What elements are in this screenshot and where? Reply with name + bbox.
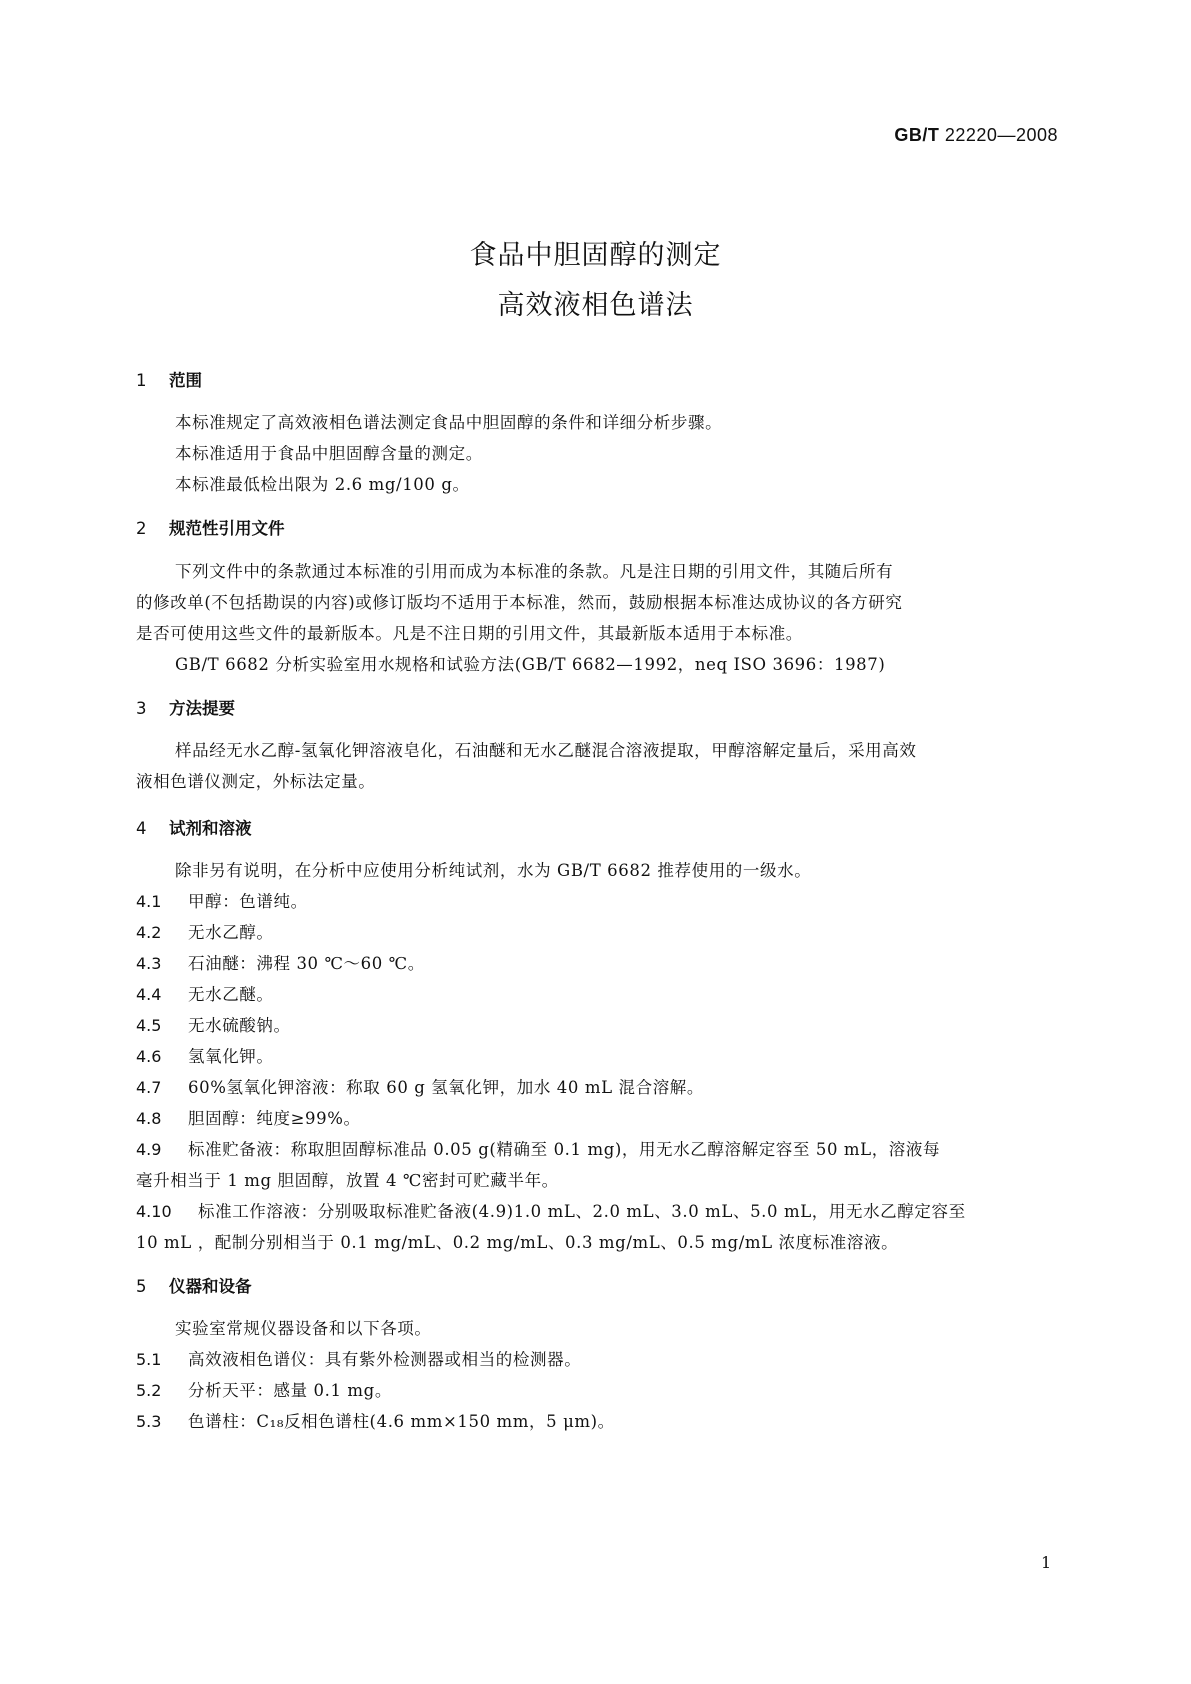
item-number: 4.2 <box>136 923 162 942</box>
section-heading-3 <box>136 695 235 719</box>
item-number: 4.3 <box>136 954 162 973</box>
list-item <box>136 950 425 974</box>
item-text: 分析天平：感量 0.1 mg。 <box>188 1381 392 1400</box>
item-text: 无水乙醚。 <box>188 985 274 1004</box>
standard-number <box>894 125 1058 146</box>
standard-code: 22220—2008 <box>944 125 1058 145</box>
item-text: 石油醚：沸程 30 ℃～60 ℃。 <box>188 954 425 973</box>
section-title: 规范性引用文件 <box>169 519 285 538</box>
item-text: 胆固醇：纯度≥99%。 <box>188 1109 361 1128</box>
section-number: 1 <box>136 371 147 390</box>
section-title: 方法提要 <box>169 699 235 718</box>
list-item <box>136 1346 581 1370</box>
paragraph-line: 下列文件中的条款通过本标准的引用而成为本标准的条款。凡是注日期的引用文件，其随后所有 <box>175 562 894 581</box>
paragraph-line: 液相色谱仪测定，外标法定量。 <box>136 772 376 791</box>
section-heading-4 <box>136 815 252 839</box>
item-text: 高效液相色谱仪：具有紫外检测器或相当的检测器。 <box>188 1350 582 1369</box>
list-item <box>136 1012 291 1036</box>
title-line-1: 食品中胆固醇的测定 <box>469 240 722 271</box>
list-item <box>136 1105 361 1129</box>
section-heading-1 <box>136 367 202 391</box>
paragraph: 本标准规定了高效液相色谱法测定食品中胆固醇的条件和详细分析步骤。 <box>175 413 723 432</box>
list-item <box>136 1198 966 1222</box>
title-line-2: 高效液相色谱法 <box>497 290 694 321</box>
item-number: 4.7 <box>136 1078 162 1097</box>
normative-reference: GB/T 6682 分析实验室用水规格和试验方法(GB/T 6682—1992，neq ISO 3696：1987) <box>175 655 886 674</box>
section-heading-5 <box>136 1273 252 1297</box>
list-item <box>136 1377 392 1401</box>
item-number: 4.1 <box>136 892 162 911</box>
list-item-continuation: 毫升相当于 1 mg 胆固醇，放置 4 ℃密封可贮藏半年。 <box>136 1171 559 1190</box>
list-item <box>136 1136 940 1160</box>
list-item <box>136 919 274 943</box>
list-item <box>136 1408 615 1432</box>
item-text: 60%氢氧化钾溶液：称取 60 g 氢氧化钾，加水 40 mL 混合溶解。 <box>188 1078 704 1097</box>
item-number: 4.9 <box>136 1140 162 1159</box>
list-item <box>136 981 274 1005</box>
section-title: 仪器和设备 <box>169 1277 252 1296</box>
paragraph: 本标准适用于食品中胆固醇含量的测定。 <box>175 444 483 463</box>
paragraph: 本标准最低检出限为 2.6 mg/100 g。 <box>175 475 470 494</box>
item-number: 4.4 <box>136 985 162 1004</box>
list-item <box>136 1074 704 1098</box>
section-number: 3 <box>136 699 147 718</box>
paragraph-line: 的修改单(不包括勘误的内容)或修订版均不适用于本标准，然而，鼓励根据本标准达成协议的各方研究 <box>136 593 903 612</box>
list-item <box>136 888 308 912</box>
item-text: 无水硫酸钠。 <box>188 1016 291 1035</box>
item-text: 无水乙醇。 <box>188 923 274 942</box>
list-item-continuation: 10 mL ，配制分别相当于 0.1 mg/mL、0.2 mg/mL、0.3 mg/mL、0.5 mg/mL 浓度标准溶液。 <box>136 1233 899 1252</box>
item-text: 标准贮备液：称取胆固醇标准品 0.05 g(精确至 0.1 mg)，用无水乙醇溶解定容至 50 mL，溶液每 <box>188 1140 941 1159</box>
item-number: 5.1 <box>136 1350 162 1369</box>
item-number: 4.8 <box>136 1109 162 1128</box>
section-number: 2 <box>136 519 147 538</box>
section-title: 试剂和溶液 <box>169 819 252 838</box>
section-title: 范围 <box>169 371 202 390</box>
item-text: 甲醇：色谱纯。 <box>188 892 308 911</box>
item-number: 4.6 <box>136 1047 162 1066</box>
paragraph-line: 样品经无水乙醇-氢氧化钾溶液皂化，石油醚和无水乙醚混合溶液提取，甲醇溶解定量后，采用高效 <box>175 741 917 760</box>
list-item <box>136 1043 274 1067</box>
item-number: 5.3 <box>136 1412 162 1431</box>
item-number: 5.2 <box>136 1381 162 1400</box>
item-number: 4.5 <box>136 1016 162 1035</box>
page-number: 1 <box>1041 1553 1052 1572</box>
section-heading-2 <box>136 515 285 539</box>
section-number: 5 <box>136 1277 147 1296</box>
paragraph: 除非另有说明，在分析中应使用分析纯试剂，水为 GB/T 6682 推荐使用的一级水。 <box>175 861 812 880</box>
item-text: 氢氧化钾。 <box>188 1047 274 1066</box>
paragraph-line: 是否可使用这些文件的最新版本。凡是不注日期的引用文件，其最新版本适用于本标准。 <box>136 624 803 643</box>
section-number: 4 <box>136 819 147 838</box>
item-text: 标准工作溶液：分别吸取标准贮备液(4.9)1.0 mL、2.0 mL、3.0 mL、5.0 mL，用无水乙醇定容至 <box>198 1202 966 1221</box>
item-text: 色谱柱：C₁₈反相色谱柱(4.6 mm×150 mm，5 μm)。 <box>188 1412 615 1431</box>
standard-prefix: GB/T <box>894 125 940 145</box>
paragraph: 实验室常规仪器设备和以下各项。 <box>175 1319 432 1338</box>
document-title <box>0 231 1191 331</box>
item-number: 4.10 <box>136 1202 172 1221</box>
